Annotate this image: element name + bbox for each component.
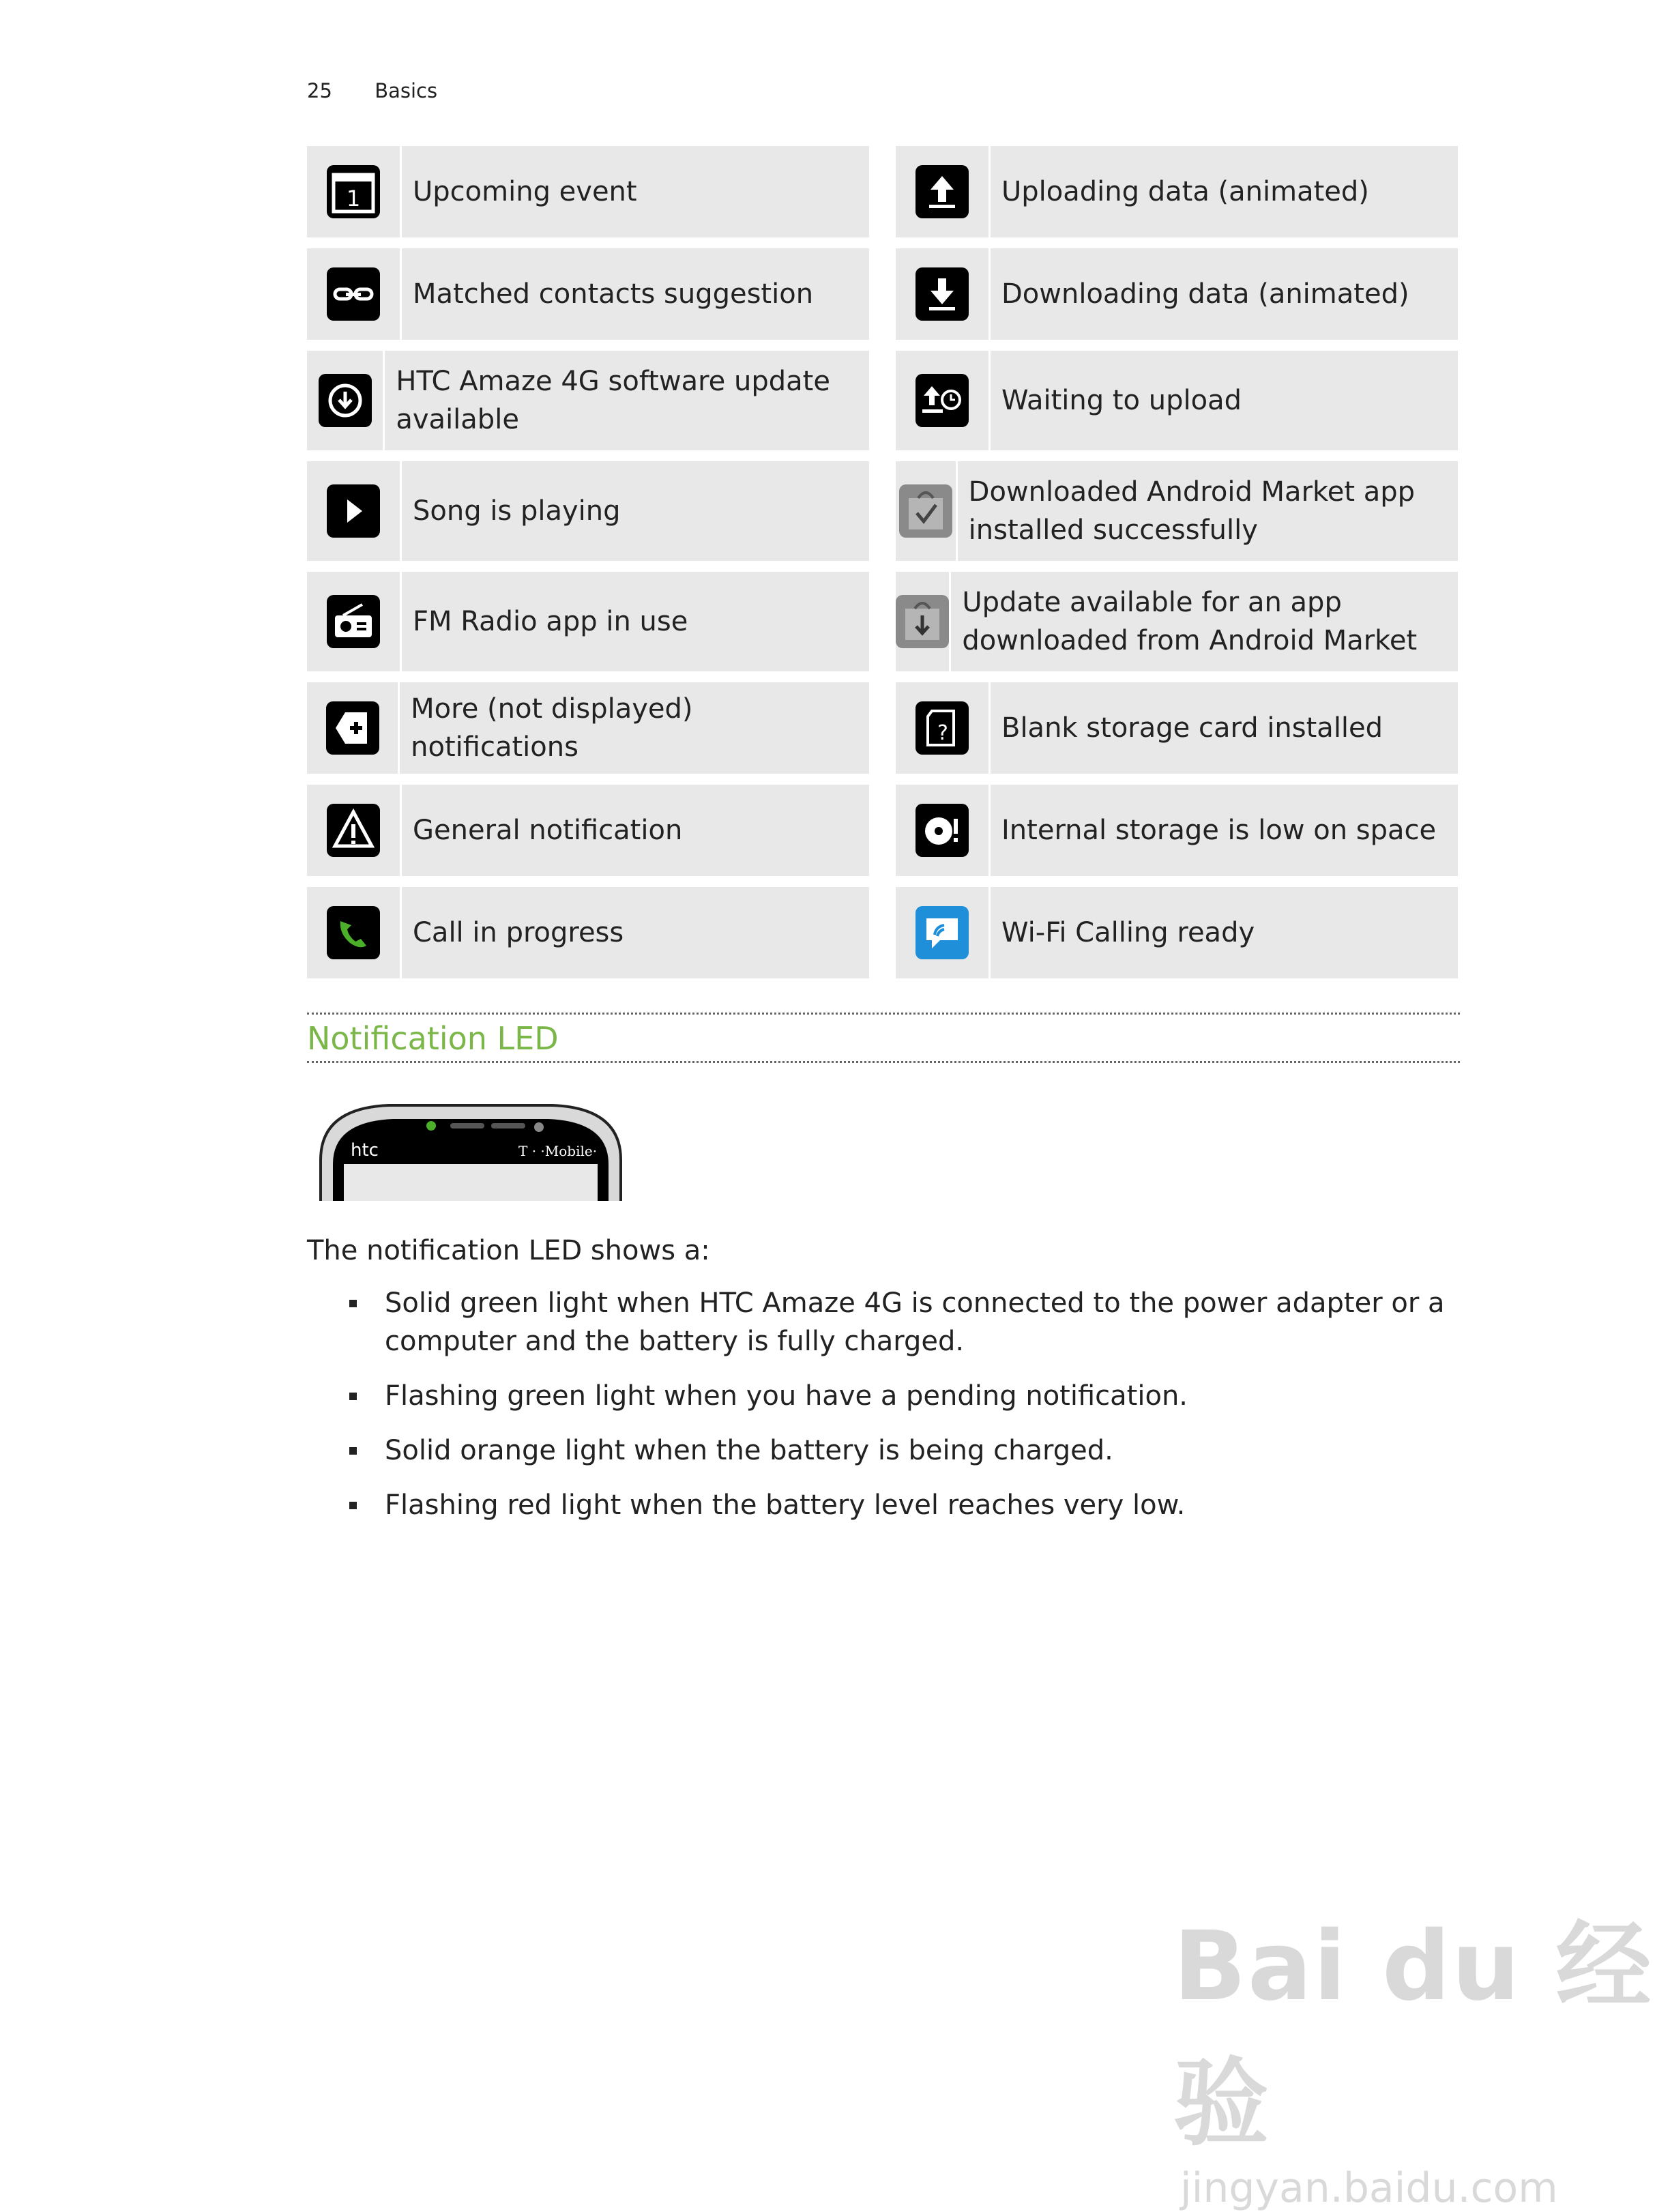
list-item: Flashing red light when the battery level reaches very low.: [307, 1486, 1467, 1524]
icon-label: Matched contacts suggestion: [413, 278, 814, 310]
wifi-calling-icon: [915, 906, 969, 959]
table-row: [307, 682, 1460, 774]
table-cell: [896, 785, 1460, 876]
phone-illustration: [314, 1098, 628, 1204]
table-cell: [307, 785, 871, 876]
icon-label: Song is playing: [413, 495, 621, 527]
update-icon: [319, 374, 372, 427]
phone-brand-left: htc: [351, 1140, 379, 1161]
table-cell: [896, 682, 1460, 774]
market-installed-icon: [899, 484, 952, 538]
table-row: [307, 887, 1460, 978]
list-item: Solid green light when HTC Amaze 4G is connected to the power adapter or a computer and the battery is fully charged.: [307, 1284, 1467, 1360]
icon-label: Uploading data (animated): [1001, 176, 1369, 207]
icon-label: Blank storage card installed: [1001, 712, 1383, 744]
table-cell: [307, 351, 871, 450]
section-title: Notification LED: [307, 1020, 559, 1057]
table-cell: [307, 146, 871, 237]
icon-label: Internal storage is low on space: [1001, 815, 1437, 846]
table-cell: [307, 682, 871, 774]
icon-label: Downloading data (animated): [1001, 278, 1409, 310]
icon-label: Waiting to upload: [1001, 385, 1242, 416]
icon-label: Wi-Fi Calling ready: [1001, 917, 1255, 948]
svg-text:1: 1: [346, 186, 361, 212]
download-icon: [915, 267, 969, 321]
list-item: Flashing green light when you have a pending notification.: [307, 1377, 1467, 1415]
icon-label: Downloaded Android Market app installed successfully: [968, 476, 1416, 546]
icon-label: Upcoming event: [413, 176, 637, 207]
page-header: [307, 79, 437, 102]
list-item: Solid orange light when the battery is being charged.: [307, 1431, 1467, 1470]
waiting-upload-icon: [915, 374, 969, 427]
icon-label: More (not displayed) notifications: [411, 693, 693, 763]
icon-table: [307, 146, 1460, 989]
header-section: Basics: [375, 79, 438, 102]
watermark-url: jingyan.baidu.com: [1180, 2164, 1558, 2212]
table-row: [307, 351, 1460, 450]
link-icon: [327, 267, 380, 321]
icon-label: FM Radio app in use: [413, 606, 688, 637]
table-cell: [896, 572, 1460, 671]
section-heading: [307, 1013, 1460, 1063]
table-row: [307, 248, 1460, 340]
calendar-icon: [327, 165, 380, 218]
svg-text:?: ?: [937, 721, 948, 745]
low-storage-icon: [915, 804, 969, 857]
icon-label: General notification: [413, 815, 683, 846]
table-row: [307, 572, 1460, 671]
table-cell: [307, 248, 871, 340]
more-icon: [326, 701, 379, 755]
table-cell: [896, 461, 1460, 561]
table-row: [307, 785, 1460, 876]
phone-brand-right: T · ·Mobile·: [518, 1143, 598, 1159]
watermark-logo: Bai du 经验: [1173, 1911, 1653, 2159]
icon-label: Call in progress: [413, 917, 624, 948]
table-row: [307, 461, 1460, 561]
storage-card-icon: [915, 701, 969, 755]
market-update-icon: [896, 595, 949, 648]
upload-icon: [915, 165, 969, 218]
table-cell: [307, 461, 871, 561]
table-cell: [307, 572, 871, 671]
table-cell: [896, 146, 1460, 237]
table-row: [307, 146, 1460, 237]
page-number: 25: [307, 79, 332, 102]
icon-label: HTC Amaze 4G software update available: [396, 366, 830, 435]
intro-text: The notification LED shows a:: [307, 1235, 710, 1266]
warning-icon: [327, 804, 380, 857]
phone-icon: [327, 906, 380, 959]
play-icon: [327, 484, 380, 538]
icon-label: Update available for an app downloaded from Android Market: [962, 587, 1418, 656]
table-cell: [307, 887, 871, 978]
led-bullet-list: [307, 1284, 1467, 1541]
radio-icon: [327, 595, 380, 648]
table-cell: [896, 351, 1460, 450]
baidu-watermark: [1173, 1890, 1670, 2212]
table-cell: [896, 248, 1460, 340]
table-cell: [896, 887, 1460, 978]
